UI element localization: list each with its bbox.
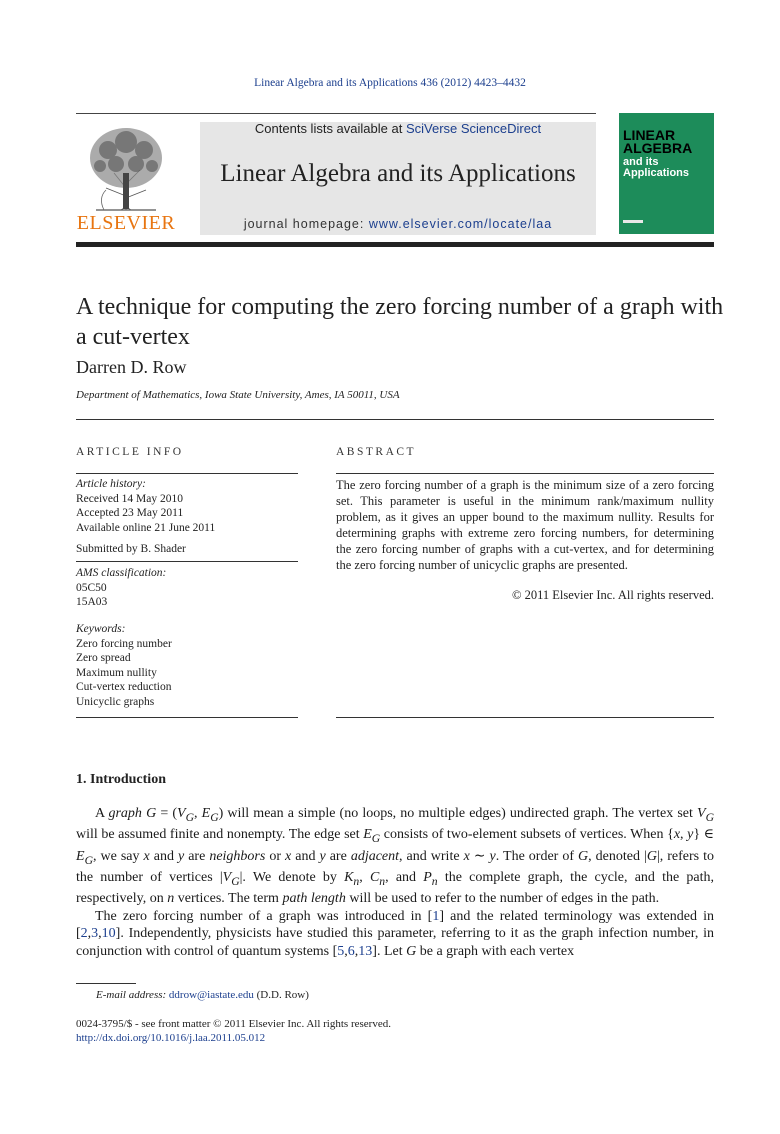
citation-link[interactable]: 5 bbox=[337, 943, 345, 959]
article-info-heading: ARTICLE INFO bbox=[76, 446, 184, 458]
journal-citation[interactable]: Linear Algebra and its Applications 436 (2012) 4423–4432 bbox=[254, 77, 526, 89]
accepted-date: Accepted 23 May 2011 bbox=[76, 507, 184, 519]
ams-label: AMS classification: bbox=[76, 567, 167, 579]
email-suffix: (D.D. Row) bbox=[256, 989, 309, 1001]
keywords bbox=[76, 622, 298, 709]
submitted-by: Submitted by B. Shader bbox=[76, 543, 186, 555]
keywords-label: Keywords: bbox=[76, 623, 126, 635]
contents-prefix: Contents lists available at bbox=[254, 121, 403, 136]
elsevier-logo-text: ELSEVIER bbox=[76, 212, 176, 234]
abstract-bottom-rule bbox=[336, 717, 714, 718]
journal-homepage bbox=[200, 217, 596, 231]
article-author: Darren D. Row bbox=[76, 357, 187, 377]
intro-paragraph-1: A graph $G = (V_G$, $E_G$) will mean a simple (no loops, no multiple edges) undirected graph. The vertex set $V_G$ will be assumed finite and nonempty. The edge set $E_G$ consists of two-element subsets of vertices. When {x, y} ∈ $E_G$, we say x and y are neighbors or x and y are adjacent, and write x ∼ y. The order of G, denoted |G|, refers to the number of vertices $|V_G|$. We denote by $K_n$, $C_n$, and $P_n$ the complete graph, the cycle, and the path, respectively, on n vertices. The term path length will be used to refer to the number of edges in the path. bbox=[76, 806, 715, 907]
author-affiliation: Department of Mathematics, Iowa State University, Ames, IA 50011, USA bbox=[76, 389, 400, 401]
article-info-bottom-rule bbox=[76, 717, 298, 718]
article-title: A technique for computing the zero forcing number of a graph with a cut-vertex bbox=[76, 294, 724, 350]
sciencedirect-link[interactable]: SciVerse ScienceDirect bbox=[405, 121, 542, 136]
header-thick-rule bbox=[76, 242, 714, 247]
keyword-item: Zero spread bbox=[76, 652, 131, 664]
cover-publisher-mark bbox=[623, 218, 643, 226]
keyword-item: Cut-vertex reduction bbox=[76, 681, 172, 693]
history-label: Article history: bbox=[76, 478, 146, 490]
homepage-prefix: journal homepage: bbox=[243, 217, 365, 231]
doi-link[interactable]: http://dx.doi.org/10.1016/j.laa.2011.05.012 bbox=[76, 1032, 266, 1044]
issn-front-matter: 0024-3795/$ - see front matter © 2011 Elsevier Inc. All rights reserved. bbox=[76, 1018, 391, 1030]
ams-classification bbox=[76, 566, 298, 610]
received-date: Received 14 May 2010 bbox=[76, 492, 183, 505]
abstract-rule bbox=[336, 473, 714, 474]
ams-code: 15A03 bbox=[76, 596, 108, 608]
cover-title-line1: LINEAR bbox=[623, 127, 676, 143]
header-top-rule bbox=[76, 113, 596, 114]
journal-title: Linear Algebra and its Applications bbox=[220, 160, 576, 187]
article-info-rule bbox=[76, 473, 298, 474]
citation-link[interactable]: 10 bbox=[101, 926, 116, 942]
introduction-heading: 1. Introduction bbox=[76, 772, 166, 787]
contents-line bbox=[200, 121, 596, 136]
citation-link[interactable]: 2 bbox=[80, 926, 88, 942]
author-email-footnote bbox=[96, 989, 309, 1001]
submitted-rule bbox=[76, 561, 298, 562]
cover-sub-line2: Applications bbox=[623, 166, 690, 179]
online-date: Available online 21 June 2011 bbox=[76, 521, 216, 534]
keyword-item: Maximum nullity bbox=[76, 666, 157, 679]
citation-link[interactable]: 3 bbox=[91, 926, 99, 942]
intro-paragraph-2: The zero forcing number of a graph was introduced in [1] and the related terminology was extended in [2,3,10]. Independently, physicists have studied this parameter, referring to it as the graph infection number, in conjunction with control of quantum systems [5,6,13]. Let G be a graph with each vertex bbox=[76, 908, 714, 959]
keyword-item: Unicyclic graphs bbox=[76, 695, 155, 708]
abstract-copyright: © 2011 Elsevier Inc. All rights reserved. bbox=[511, 588, 714, 602]
abstract-text: The zero forcing number of a graph is the minimum size of a zero forcing set. This parameter is useful in the minimum rank/maximum nullity problem, as it gives an upper bound to the maximum nullity. Results for determining graphs with extreme zero forcing numbers, for determining the zero forcing number of graphs with a cut-vertex, and for determining the zero forcing number of unicyclic graphs are presented. bbox=[336, 478, 714, 572]
keyword-item: Zero forcing number bbox=[76, 637, 172, 650]
cover-title-line2: ALGEBRA bbox=[623, 140, 693, 156]
footnote-rule bbox=[76, 983, 136, 984]
author-email-link[interactable]: ddrow@iastate.edu bbox=[168, 989, 254, 1001]
citation-link[interactable]: 6 bbox=[347, 943, 355, 959]
citation-link[interactable]: 1 bbox=[432, 908, 440, 924]
cover-subtitle bbox=[623, 157, 713, 178]
citation-link[interactable]: 13 bbox=[358, 943, 373, 959]
homepage-link[interactable]: www.elsevier.com/locate/laa bbox=[368, 217, 553, 231]
email-label: E-mail address: bbox=[96, 989, 167, 1001]
cover-title bbox=[623, 129, 713, 155]
article-history bbox=[76, 477, 298, 535]
cover-sub-line1: and its bbox=[623, 156, 659, 168]
abstract-heading: ABSTRACT bbox=[336, 446, 417, 458]
title-bottom-rule bbox=[76, 419, 714, 420]
ams-code: 05C50 bbox=[76, 581, 107, 594]
introduction-body bbox=[76, 805, 714, 960]
